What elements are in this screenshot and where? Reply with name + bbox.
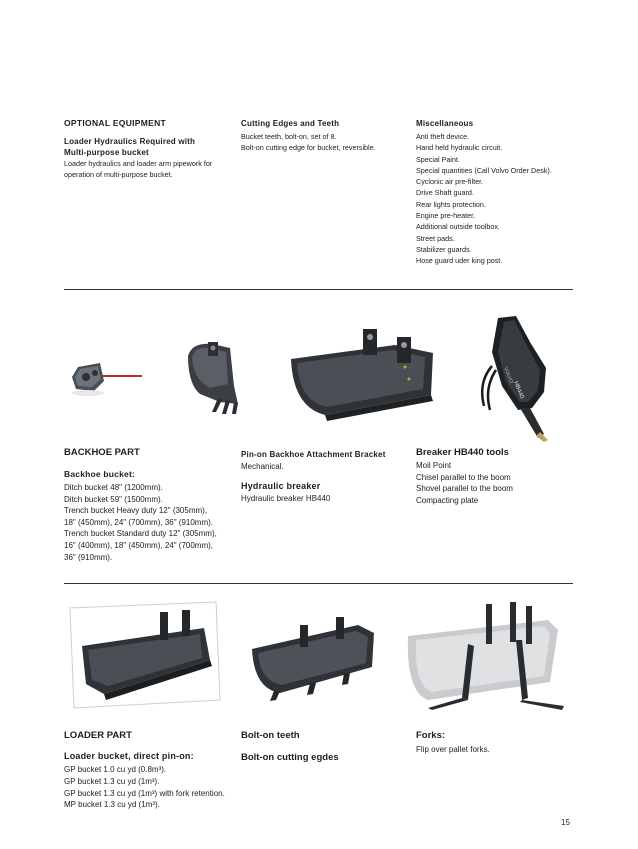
loader-hydraulics-heading-line2: Multi-purpose bucket (64, 148, 149, 157)
forks-column (416, 730, 586, 756)
breaker-tool-line: Compacting plate (416, 495, 479, 505)
hydraulic-breaker-heading: Hydraulic breaker (241, 480, 321, 491)
backhoe-bucket-line: Ditch bucket 48" (1200mm). (64, 483, 163, 492)
optional-equipment-column (64, 118, 234, 181)
misc-line: Cyclonic air pre-filter. (416, 177, 484, 187)
misc-line: Anti theft device. (416, 132, 470, 141)
loader-bucket-line: GP bucket 1.0 cu yd (0.8m³). (64, 765, 167, 774)
misc-line: Drive Shaft guard. (416, 188, 474, 198)
loader-bucket-line: GP bucket 1.3 cu yd (1m³). (64, 776, 160, 786)
backhoe-attachment-column (241, 449, 411, 504)
pallet-forks-image (398, 600, 570, 712)
misc-line: Engine pre-heater. (416, 211, 476, 221)
loader-hydraulics-text-line2: operation of multi-purpose bucket. (64, 170, 173, 180)
attachment-bracket-image (64, 355, 156, 405)
misc-line: Special Paint. (416, 154, 460, 164)
backhoe-bucket-line: Trench bucket Standard duty 12" (305mm), (64, 529, 217, 539)
loader-hydraulics-heading-line1: Loader Hydraulics Required with (64, 137, 196, 146)
bolt-on-teeth-bucket-image (240, 605, 380, 707)
breaker-tool-line: Moil Point (416, 461, 452, 470)
loader-hydraulics-text-line1: Loader hydraulics and loader arm pipework for (64, 159, 213, 168)
trench-bucket-image (178, 338, 258, 416)
backhoe-bucket-line: 16" (400mm), 18" (450mm), 24" (700mm), (64, 540, 214, 550)
section-divider-2 (64, 583, 573, 584)
backhoe-bucket-line: 36" (910mm). (64, 552, 113, 562)
section-divider-1 (64, 289, 573, 290)
cutting-edges-line2: Bolt-on cutting edge for bucket, reversible. (241, 143, 376, 153)
bolt-on-cutting-edges-heading: Bolt-on cutting egdes (241, 752, 339, 763)
cutting-edges-heading: Cutting Edges and Teeth (241, 119, 340, 128)
attachment-bracket-heading: Pin-on Backhoe Attachment Bracket (241, 450, 386, 459)
loader-part-column (64, 730, 239, 811)
bolt-on-teeth-heading: Bolt-on teeth (241, 730, 300, 741)
misc-line: Stabilizer guards. (416, 244, 472, 254)
misc-line: Rear lights protection. (416, 199, 486, 209)
cutting-edges-column (241, 118, 411, 154)
backhoe-bucket-line: 18" (450mm), 24" (700mm), 36" (910mm). (64, 517, 214, 527)
backhoe-part-heading: BACKHOE PART (64, 447, 140, 458)
bolt-on-column (241, 730, 411, 764)
loader-part-heading: LOADER PART (64, 730, 132, 741)
breaker-tools-column (416, 447, 586, 506)
misc-line: Street pads. (416, 233, 455, 243)
backhoe-bucket-heading: Backhoe bucket: (64, 469, 136, 479)
backhoe-part-column (64, 447, 239, 563)
backhoe-bucket-line: Ditch bucket 59" (1500mm). (64, 494, 163, 504)
optional-equipment-heading: OPTIONAL EQUIPMENT (64, 118, 167, 128)
cutting-edges-line1: Bucket teeth, bolt-on, set of 8. (241, 132, 337, 141)
breaker-tools-heading: Breaker HB440 tools (416, 447, 509, 458)
loader-bucket-heading: Loader bucket, direct pin-on: (64, 751, 194, 761)
misc-line: Special quantities (Call Volvo Order Desk). (416, 165, 552, 175)
loader-bucket-line: MP bucket 1.3 cu yd (1m³). (64, 800, 160, 810)
forks-heading: Forks: (416, 730, 446, 741)
loader-bucket-image (64, 600, 224, 712)
page-number: 15 (561, 818, 570, 827)
breaker-tool-line: Chisel parallel to the boom (416, 472, 511, 482)
backhoe-bucket-line: Trench bucket Heavy duty 12" (305mm), (64, 506, 208, 516)
misc-line: Additional outside toolbox. (416, 222, 500, 232)
hydraulic-breaker-text: Hydraulic breaker HB440 (241, 493, 331, 503)
breaker-brand-label: VOLVO (502, 366, 515, 385)
misc-line: Hand held hydraulic circuit. (416, 143, 503, 153)
forks-text: Flip over pallet forks. (416, 745, 490, 754)
breaker-tool-line: Shovel parallel to the boom (416, 484, 513, 494)
attachment-bracket-text: Mechanical. (241, 462, 284, 471)
miscellaneous-column (416, 118, 586, 267)
breaker-model-label: HB440 (512, 380, 525, 400)
ditch-bucket-image (285, 323, 440, 428)
misc-line: Hose guard uder king post. (416, 256, 503, 266)
hydraulic-breaker-image (478, 312, 560, 444)
loader-bucket-line: GP bucket 1.3 cu yd (1m³) with fork retention. (64, 788, 225, 798)
miscellaneous-heading: Miscellaneous (416, 119, 474, 128)
